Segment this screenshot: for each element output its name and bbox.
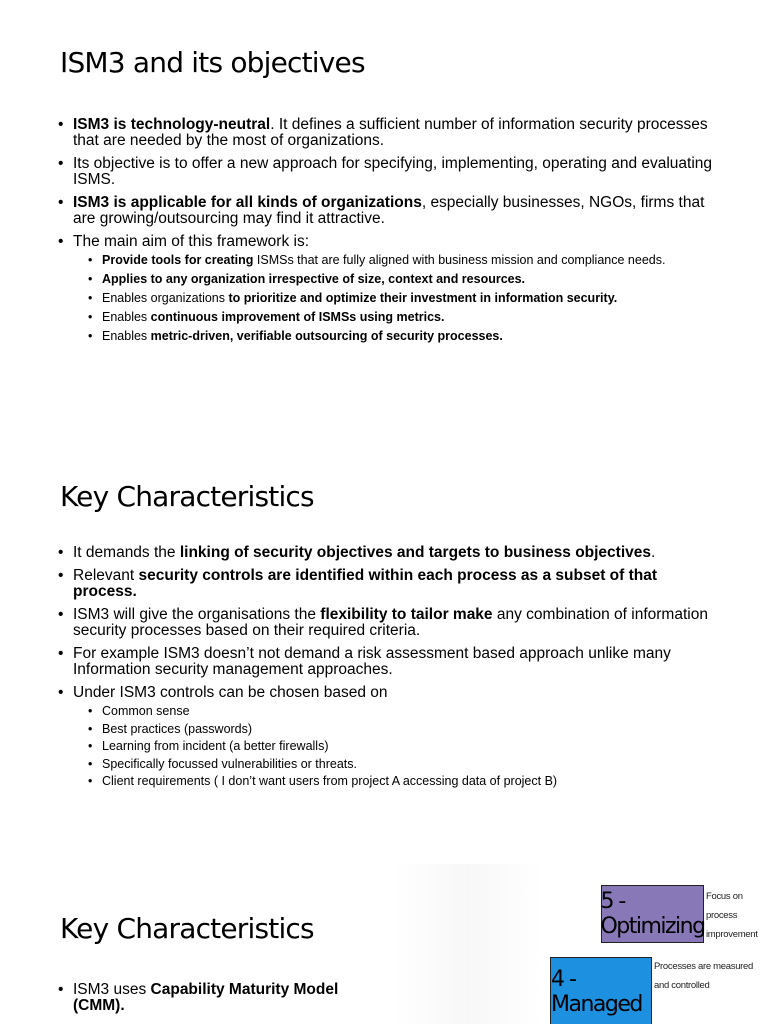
sub-list-item: • Learning from incident (a better firewalls)	[88, 739, 718, 754]
bold-text: metric-driven, verifiable outsourcing of security processes.	[150, 329, 503, 343]
cmm-level-5-box	[601, 885, 704, 943]
sub-bullet-list	[88, 704, 718, 789]
background-graphic	[393, 864, 543, 1024]
bold-text: ISM3 is applicable for all kinds of organizations	[73, 194, 422, 211]
cmm-level-5-label: 5 -Optimizing	[600, 889, 705, 939]
bold-text: linking of security objectives and targets to business objectives	[179, 544, 652, 561]
sub-list-item	[88, 310, 718, 325]
list-item	[58, 156, 718, 188]
list-item	[58, 117, 718, 149]
list-item	[58, 607, 718, 639]
cmm-level-4-box	[550, 957, 652, 1024]
cmm-level-5-note: Focus on process improvement	[706, 891, 758, 940]
body-text: For example ISM3 doesn’t not demand a risk assessment based approach unlike many Information security management approaches.	[73, 645, 671, 678]
sub-list-item	[88, 329, 718, 344]
body-text: Its objective is to offer a new approach for specifying, implementing, operating and evaluating ISMS.	[73, 155, 713, 188]
sub-list-item: • Client requirements ( I don’t want users from project A accessing data of project B)	[88, 774, 718, 789]
list-item	[58, 685, 718, 789]
body-text: ISMSs that are fully aligned with business mission and compliance needs.	[253, 253, 666, 267]
sub-list-item: • Best practices (passwords)	[88, 722, 718, 737]
body-text: . It defines a sufficient number of information security processes that are needed by the most of organizations.	[73, 116, 708, 149]
body-text: It demands the	[73, 544, 180, 561]
body-text: Relevant	[73, 567, 139, 584]
body-text: Enables	[102, 310, 151, 324]
bullet-list	[58, 117, 718, 351]
sub-list-item: • Specifically focussed vulnerabilities or threats.	[88, 757, 718, 772]
bullet-list	[58, 545, 718, 796]
body-text: , especially businesses, NGOs, firms that are growing/outsourcing may find it attractive.	[73, 194, 705, 227]
cmm-level-4-label: 4 -Managed	[551, 966, 642, 1017]
list-item	[58, 646, 718, 678]
bold-text: Provide tools for creating	[102, 253, 254, 267]
body-text: Under ISM3 controls can be chosen based on	[73, 684, 388, 701]
bold-text: to prioritize and optimize their investment in information security.	[228, 291, 618, 305]
bold-text: Capability Maturity Model (CMM).	[73, 981, 339, 1014]
body-text: Enables organizations	[102, 291, 229, 305]
cmm-level-4-note: Processes are measured and controlled	[654, 961, 754, 991]
sub-bullet-list	[88, 253, 718, 344]
cmm-staircase-diagram	[548, 884, 768, 1024]
list-item	[58, 982, 378, 1014]
body-text: .	[651, 544, 656, 561]
body-text: The main aim of this framework is:	[73, 233, 310, 250]
body-text: Enables	[102, 329, 151, 343]
slide-title: ISM3 and its objectives	[60, 46, 365, 79]
bullet-list	[58, 982, 378, 1021]
bold-text: ISM3 is technology-neutral	[73, 116, 271, 133]
bold-text: flexibility to tailor make	[320, 606, 493, 623]
sub-list-item	[88, 272, 718, 287]
slide-title: Key Characteristics	[60, 480, 314, 513]
slide-ism3-objectives	[0, 0, 768, 432]
body-text: any combination of information security processes based on their required criteria.	[73, 606, 708, 639]
list-item	[58, 195, 718, 227]
slide-key-characteristics	[0, 432, 768, 864]
body-text: ISM3 will give the organisations the	[73, 606, 321, 623]
sub-list-item	[88, 291, 718, 306]
slide-title: Key Characteristics	[60, 912, 314, 945]
slide-key-characteristics-cmm	[0, 864, 768, 1024]
list-item	[58, 568, 718, 600]
body-text: ISM3 uses	[73, 981, 151, 998]
bold-text: continuous improvement of ISMSs using metrics.	[150, 310, 445, 324]
bold-text: Applies to any organization irrespective of size, context and resources.	[102, 272, 526, 286]
sub-list-item: • Common sense	[88, 704, 718, 719]
list-item	[58, 234, 718, 344]
sub-list-item	[88, 253, 718, 268]
bold-text: security controls are identified within each process as a subset of that process.	[73, 567, 658, 600]
list-item	[58, 545, 718, 561]
